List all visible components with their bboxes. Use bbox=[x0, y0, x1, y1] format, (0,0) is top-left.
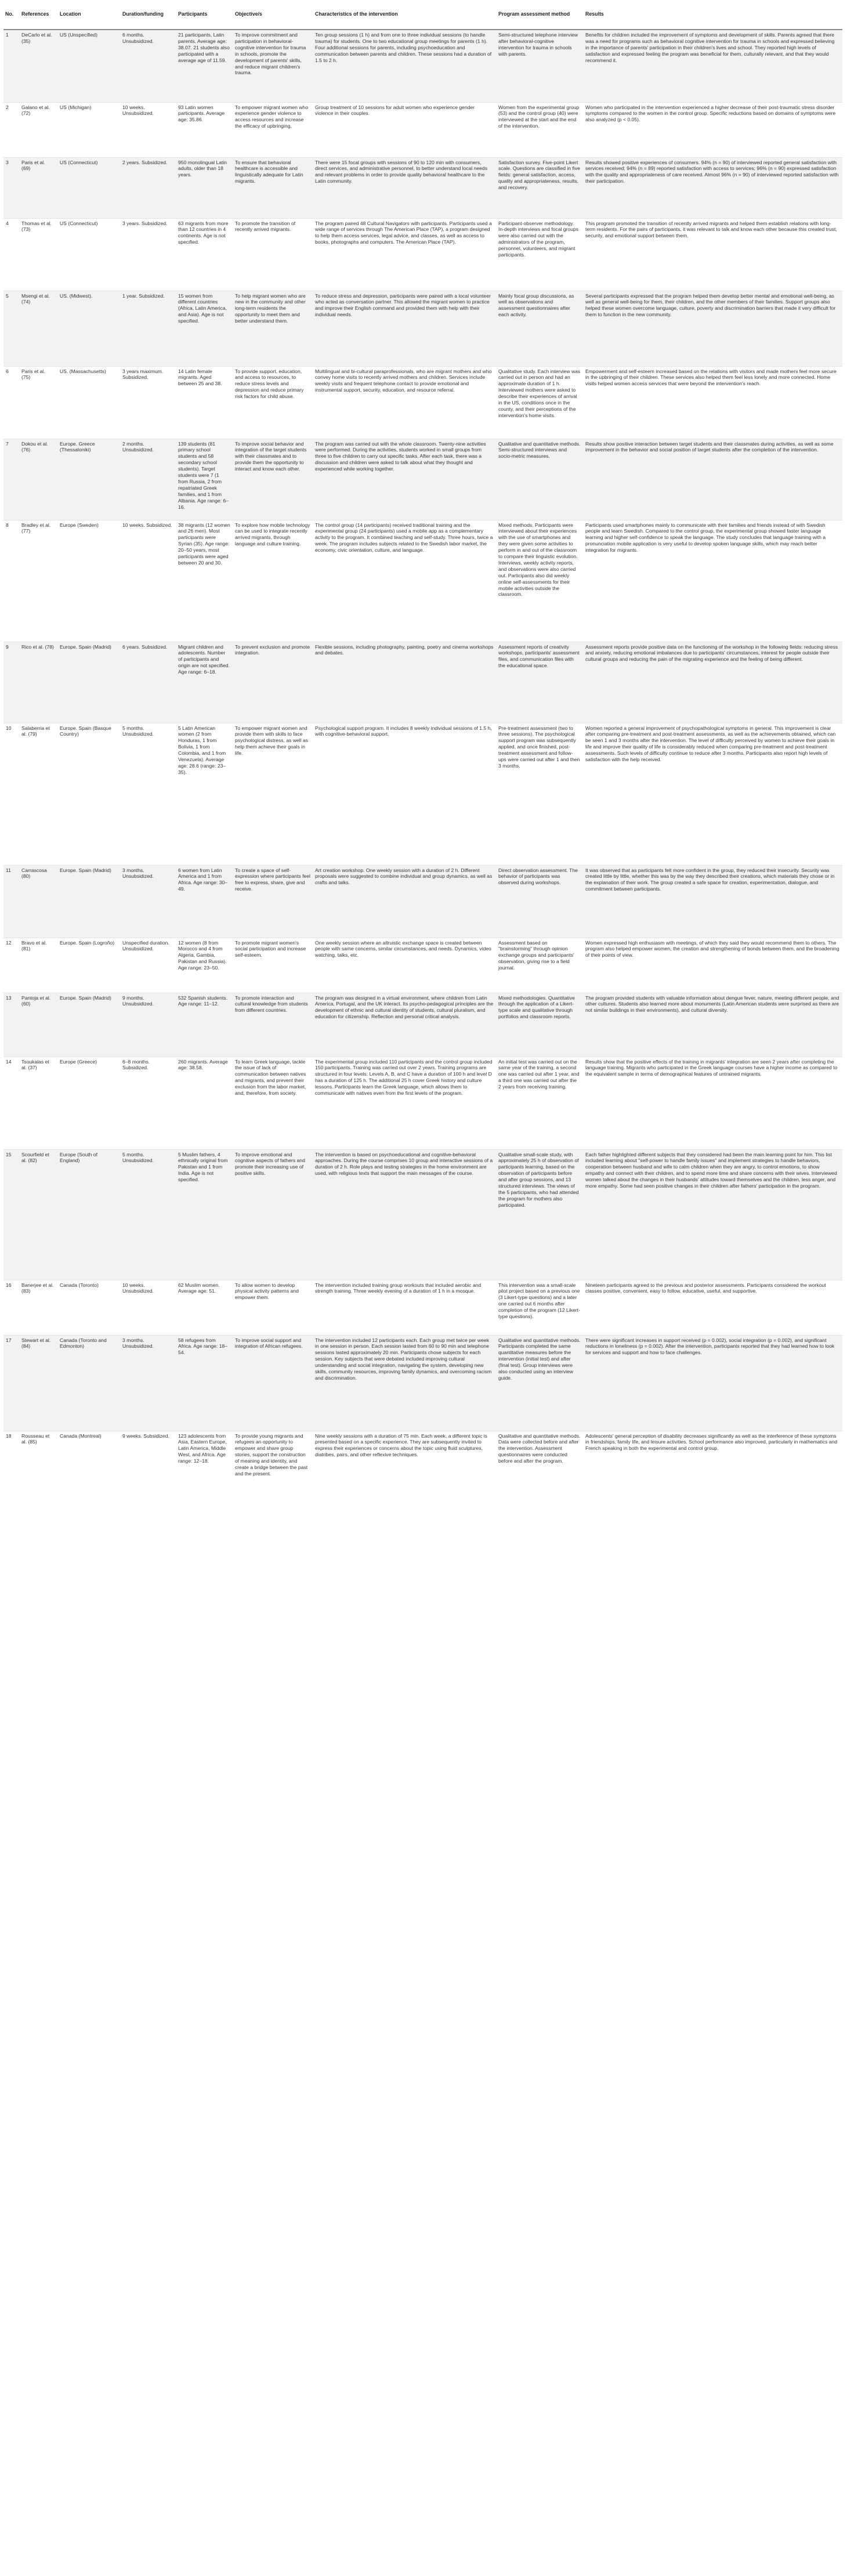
cell-objectives: To improve emotional and cognitive aspects of fathers and promote their increasing use of positive skills. bbox=[233, 1149, 313, 1280]
cell-results: Assessment reports provide positive data on the functioning of the workshop in the following fields: reducing stress and anxiety, reducing emotional imbalances due to participants' circumstances, interest for people outside their cultural groups and reducing the pain of the migrating experience and the feeling of being different. bbox=[584, 642, 842, 723]
cell-participants: Migrant children and adolescents. Number of participants and origin are not specified. Age range: 6–18. bbox=[176, 642, 233, 723]
cell-results: It was observed that as participants felt more confident in the group, they reduced their insecurity. Security was created little by little, whether this was by the way they described their creations, which materials they chose or in the explanation of their work. The group created a safe space for creation, experimentation, dialogue, and commitment between participants. bbox=[584, 865, 842, 938]
cell-reference: Stewart et al. (84) bbox=[20, 1335, 58, 1431]
cell-characteristics: Group treatment of 10 sessions for adult women who experience gender violence in their couples. bbox=[313, 102, 497, 157]
cell-characteristics: The program paired 48 Cultural Navigators with participants. Participants used a wide range of services through The American Place (TAP), a program designed to help them access services, legal advice, and classes, as well as access to books, photographs and computers. The American Place (TAP). bbox=[313, 218, 497, 291]
cell-no: 13 bbox=[3, 993, 20, 1057]
cell-participants: 12 women (8 from Morocco and 4 from Algeria, Gambia, Pakistan and Russia). Age range: 23–50. bbox=[176, 938, 233, 993]
cell-characteristics: There were 15 focal groups with sessions of 90 to 120 min with consumers, direct services, and administrative personnel, to better understand local needs and relevant problems in order to provide quality behavioral healthcare to the Latin community. bbox=[313, 157, 497, 218]
table-row bbox=[3, 1431, 842, 1509]
cell-assessment-method: Assessment based on "brainstorming" through opinion exchange groups and participants' observation, giving rise to a field journal. bbox=[497, 938, 584, 993]
cell-objectives: To improve social support and integration of African refugees. bbox=[233, 1335, 313, 1431]
cell-reference: Rico et al. (78) bbox=[20, 642, 58, 723]
cell-no: 1 bbox=[3, 30, 20, 102]
cell-duration-funding: 10 weeks. Subsidized. bbox=[121, 520, 176, 642]
cell-location: Europe. Spain (Madrid) bbox=[58, 642, 121, 723]
cell-assessment-method: Participant-observer methodology. In-depth interviews and focal groups were also carried out with the administrators of the program, personnel, volunteers, and migrant participants. bbox=[497, 218, 584, 291]
cell-duration-funding: 10 weeks. Unsubsidized. bbox=[121, 102, 176, 157]
table-row bbox=[3, 865, 842, 938]
table-row bbox=[3, 30, 842, 102]
cell-participants: 139 students (81 primary school students and 58 secondary school students). Target students were 7 (1 from Russia, 2 from repatriated Greek families, and 1 from Albania. Age range: 6–16. bbox=[176, 439, 233, 520]
cell-duration-funding: 5 months. Unsubsidized. bbox=[121, 723, 176, 865]
cell-objectives: To explore how mobile technology can be used to integrate recently arrived migrants, through language and culture training. bbox=[233, 520, 313, 642]
cell-results: There were significant increases in support received (p = 0.002), social integration (p = 0.002), and significant reductions in loneliness (p = 0.002). After the intervention, participants reported that they had learned how to look for services and support and how to face challenges. bbox=[584, 1335, 842, 1431]
cell-characteristics: Ten group sessions (1 h) and from one to three individual sessions (to handle trauma) for students. One to two educational group meetings for parents (1 h). Four additional sessions for parents, including psychoeducation and communication between parents and children. These sessions had a duration of 1.5 to 2 h. bbox=[313, 30, 497, 102]
cell-characteristics: The program was designed in a virtual environment, where children from Latin America, Portugal, and the UK interact. Its psycho-pedagogical principles are the development of ethnic and cultural identity of students, cultural pluralism, and education for citizenship. Reflection and personal critical analysis. bbox=[313, 993, 497, 1057]
cell-characteristics: Art creation workshop. One weekly session with a duration of 2 h. Different proposals were suggested to combine individual and group dynamics, as well as crafts and talks. bbox=[313, 865, 497, 938]
cell-results: Participants used smartphones mainly to communicate with their families and friends instead of with Swedish people and learn Swedish. Compared to the control group, the experimental group showed faster language learning and higher self-confidence to speak the language. The study concludes that language training with a pronunciation mobile application is very useful to develop spoken language skills, which may reach better integration for migrants. bbox=[584, 520, 842, 642]
cell-location: US. (Midwest). bbox=[58, 291, 121, 366]
cell-location: Canada (Toronto) bbox=[58, 1280, 121, 1335]
cell-location: Europe (South of England) bbox=[58, 1149, 121, 1280]
cell-assessment-method: Assessment reports of creativity workshops, participants' assessment files, and communication files with the educational space. bbox=[497, 642, 584, 723]
cell-characteristics: Psychological support program. It includes 8 weekly individual sessions of 1.5 h, with cognitive-behavioral support. bbox=[313, 723, 497, 865]
cell-results: Each father highlighted different subjects that they considered had been the main learning point for him. This list included learning about "self-power to handle family issues" and implement strategies to handle behaviors, cooperation between husband and wife to calm children when they are angry, to control emotions, to show empathy and connect with their children, and to spend more time and share concerns with their wives. Interviewed women talked about the changes in their husbands' attitudes toward themselves and the children, less anger, and more empathy. Some had seen positive changes in their children after fathers' participation in the program. bbox=[584, 1149, 842, 1280]
cell-characteristics: Nine weekly sessions with a duration of 75 min. Each week, a different topic is presented based on a specific experience. They are subsequently invited to express their experiences or concerns about the topic using fluid sculptures, diatribes, pairs, and other reflexive techniques. bbox=[313, 1431, 497, 1509]
cell-no: 4 bbox=[3, 218, 20, 291]
cell-assessment-method: Mixed methodologies. Quantitative through the application of a Likert-type scale and qualitative through portfolios and classroom reports. bbox=[497, 993, 584, 1057]
cell-no: 10 bbox=[3, 723, 20, 865]
cell-objectives: To allow women to develop physical activity patterns and empower them. bbox=[233, 1280, 313, 1335]
cell-characteristics: The experimental group included 110 participants and the control group included 150 participants. Training was carried out over 2 years. Training programs are structured in four levels: Levels A, B, and C have a duration of 100 h and level D has a duration of 125 h. The additional 25 h cover Greek history and culture lessons. Participants learn the Greek language, which allows them to communicate with natives even from the first levels of the program. bbox=[313, 1057, 497, 1149]
cell-characteristics: Flexible sessions, including photography, painting, poetry and cinema workshops and debates. bbox=[313, 642, 497, 723]
cell-participants: 14 Latin female migrants. Aged between 25 and 38. bbox=[176, 366, 233, 439]
cell-location: Europe. Spain (Madrid) bbox=[58, 865, 121, 938]
table-header-row bbox=[3, 0, 842, 30]
cell-duration-funding: 6–8 months. Subsidized. bbox=[121, 1057, 176, 1149]
cell-participants: 123 adolescents from Asia, Eastern Europe, Latin America, Middle West, and Africa. Age range: 12–18. bbox=[176, 1431, 233, 1509]
cell-results: Empowerment and self-esteem increased based on the relations with visitors and made mothers feel more secure in the upbringing of their children. These services also helped them feel less lonely and more connected. Home visits helped women access services that were beyond the intervention's reach. bbox=[584, 366, 842, 439]
cell-participants: 950 monolingual Latin adults, older than 18 years. bbox=[176, 157, 233, 218]
cell-participants: 38 migrants (12 women and 26 men). Most participants were Syrian (35). Age range: 20–50 years, most participants were aged between 20 and 30. bbox=[176, 520, 233, 642]
cell-duration-funding: 9 months. Unsubsidized. bbox=[121, 993, 176, 1057]
cell-results: Several participants expressed that the program helped them develop better mental and emotional well-being, as well as general well-being for them, their children, and the other members of their families. Support groups also helped these women overcome language, culture, poverty and discrimination barriers that made it very difficult for them to function in the new community. bbox=[584, 291, 842, 366]
cell-duration-funding: 6 months. Unsubsidized. bbox=[121, 30, 176, 102]
cell-reference: Paris et al. (69) bbox=[20, 157, 58, 218]
cell-duration-funding: Unspecified duration. Unsubsidized. bbox=[121, 938, 176, 993]
cell-characteristics: The intervention included 12 participants each. Each group met twice per week in one session in person. Each session lasted from 60 to 90 min and telephone sessions lasted approximately 20 min. Participants chose subjects for each session. Key subjects that were debated included improving cultural understanding and social integration, navigating the system, developing new skills, community resources, improving family dynamics, and overcoming racism and discrimination. bbox=[313, 1335, 497, 1431]
cell-location: Canada (Montreal) bbox=[58, 1431, 121, 1509]
cell-location: Europe. Spain (Basque Country) bbox=[58, 723, 121, 865]
cell-duration-funding: 6 years. Subsidized. bbox=[121, 642, 176, 723]
cell-duration-funding: 2 years. Subsidized. bbox=[121, 157, 176, 218]
cell-location: US (Michigan) bbox=[58, 102, 121, 157]
table-row bbox=[3, 1335, 842, 1431]
cell-reference: Scourfield et al. (82) bbox=[20, 1149, 58, 1280]
cell-no: 14 bbox=[3, 1057, 20, 1149]
cell-duration-funding: 10 weeks. Unsubsidized. bbox=[121, 1280, 176, 1335]
cell-participants: 15 women from different countries (Africa, Latin America, and Asia). Age is not specified. bbox=[176, 291, 233, 366]
cell-participants: 93 Latin women participants. Average age: 35.86. bbox=[176, 102, 233, 157]
cell-reference: Thomas et al. (73) bbox=[20, 218, 58, 291]
cell-participants: 5 Muslim fathers, 4 ethnically original from Pakistan and 1 from India. Age is not specified. bbox=[176, 1149, 233, 1280]
table-row bbox=[3, 366, 842, 439]
cell-assessment-method: Qualitative and quantitative methods. Semi-structured interviews and socio-metric measures. bbox=[497, 439, 584, 520]
table-row bbox=[3, 723, 842, 865]
cell-duration-funding: 3 months. Unsubsidized. bbox=[121, 1335, 176, 1431]
cell-no: 3 bbox=[3, 157, 20, 218]
cell-no: 7 bbox=[3, 439, 20, 520]
cell-reference: DeCarlo et al. (35) bbox=[20, 30, 58, 102]
cell-duration-funding: 1 year. Subsidized. bbox=[121, 291, 176, 366]
cell-assessment-method: Qualitative and quantitative methods. Participants completed the same quantitative measures before the intervention (initial test) and after (final test). Group interviews were also conducted using an interview guide. bbox=[497, 1335, 584, 1431]
cell-results: Results showed positive experiences of consumers. 94% (n = 90) of interviewed reported general satisfaction with services received; 94% (n = 89) reported satisfaction with access to services; 96% (n = 90) expressed satisfaction with the quality and appropriateness of care received. Almost 96% (n = 90) of interviewed reported satisfaction with their participation. bbox=[584, 157, 842, 218]
header-duration-funding: Duration/funding bbox=[121, 0, 176, 30]
cell-objectives: To empower migrant women who experience gender violence to access resources and increase the efficacy of upbringing. bbox=[233, 102, 313, 157]
cell-objectives: To empower migrant women and provide them with skills to face psychological distress, as well as help them achieve their goals in life. bbox=[233, 723, 313, 865]
table-row bbox=[3, 157, 842, 218]
table-row bbox=[3, 938, 842, 993]
cell-reference: Pantoja et al. (60) bbox=[20, 993, 58, 1057]
cell-location: Europe. Spain (Logroño) bbox=[58, 938, 121, 993]
cell-assessment-method: Direct observation assessment. The behavior of participants was observed during workshops. bbox=[497, 865, 584, 938]
cell-participants: 6 women from Latin America and 1 from Africa. Age range: 30–49. bbox=[176, 865, 233, 938]
cell-assessment-method: Semi-structured telephone interview after behavioral-cognitive intervention for trauma in schools with parents. bbox=[497, 30, 584, 102]
cell-participants: 260 migrants. Average age: 38.58. bbox=[176, 1057, 233, 1149]
cell-results: This program promoted the transition of recently arrived migrants and helped them establish relations with long-term residents. For the pairs of participants, it was relevant to talk and know each other because this created trust, security, and emotional support between them. bbox=[584, 218, 842, 291]
cell-assessment-method: This intervention was a small-scale pilot project based on a previous one (3 Likert-type questions) and a later one carried out 6 months after completion of the program (12 Likert-type questions). bbox=[497, 1280, 584, 1335]
cell-objectives: To ensure that behavioral healthcare is accessible and linguistically adequate for Latin migrants. bbox=[233, 157, 313, 218]
cell-location: US. (Massachusetts) bbox=[58, 366, 121, 439]
cell-assessment-method: An initial test was carried out on the same year of the training, a second one was carried out after 1 year, and a third one was carried out after the 2 years from receiving training. bbox=[497, 1057, 584, 1149]
cell-characteristics: To reduce stress and depression, participants were paired with a local volunteer who acted as conversation partner. This allowed the migrant women to practice and improve their English command and provided them with help with their individual needs. bbox=[313, 291, 497, 366]
cell-objectives: To promote the transition of recently arrived migrants. bbox=[233, 218, 313, 291]
table-row bbox=[3, 291, 842, 366]
table-row bbox=[3, 520, 842, 642]
cell-objectives: To promote interaction and cultural knowledge from students from different countries. bbox=[233, 993, 313, 1057]
cell-reference: Galano et al. (72) bbox=[20, 102, 58, 157]
cell-objectives: To help migrant women who are new in the community and other long-term residents the opportunity to meet them and better understand them. bbox=[233, 291, 313, 366]
cell-participants: 5 Latin American women (2 from Honduras, 1 from Bolivia, 1 from Colombia, and 1 from Venezuela). Average age: 28.6 (range: 23–35). bbox=[176, 723, 233, 865]
cell-no: 9 bbox=[3, 642, 20, 723]
cell-no: 12 bbox=[3, 938, 20, 993]
cell-no: 8 bbox=[3, 520, 20, 642]
table-row bbox=[3, 993, 842, 1057]
cell-no: 2 bbox=[3, 102, 20, 157]
cell-assessment-method: Women from the experimental group (53) and the control group (40) were interviewed at the start and the end of the intervention. bbox=[497, 102, 584, 157]
cell-duration-funding: 9 weeks. Subsidized. bbox=[121, 1431, 176, 1509]
cell-objectives: To provide support, education, and access to resources, to reduce stress levels and depression and reduce primary risk factors for child abuse. bbox=[233, 366, 313, 439]
cell-characteristics: The intervention included training group workouts that included aerobic and strength training. Three weekly evening of a duration of 1 h in a mosque. bbox=[313, 1280, 497, 1335]
cell-objectives: To improve commitment and participation in behavioral-cognitive intervention for trauma in schools, promote the development of parents' skills, and reduce migrant children's trauma. bbox=[233, 30, 313, 102]
table-row bbox=[3, 642, 842, 723]
cell-results: The program provided students with valuable information about dengue fever, nature, meeting different people, and other cultures. Students also learned more about monuments (Latin American students were surprised as there are not similar buildings in their environments), and cultural diversity. bbox=[584, 993, 842, 1057]
cell-assessment-method: Qualitative small-scale study, with approximately 25 h of observation of participants learning, based on the observation of participants before and after group sessions, and 13 structured interviews. The views of the 5 participants, who had attended the program for mothers also participated. bbox=[497, 1149, 584, 1280]
cell-results: Nineteen participants agreed to the previous and posterior assessments. Participants considered the workout classes positive, convenient, easy to follow, educative, useful, and supportive. bbox=[584, 1280, 842, 1335]
cell-reference: Bradley et al. (77) bbox=[20, 520, 58, 642]
cell-duration-funding: 3 years maximum. Subsidized. bbox=[121, 366, 176, 439]
cell-participants: 58 refugees from Africa. Age range: 18–54. bbox=[176, 1335, 233, 1431]
cell-results: Results show positive interaction between target students and their classmates during activities, as well as some improvement in the behavior and social position of target students after the completion of the intervention. bbox=[584, 439, 842, 520]
cell-results: Women expressed high enthusiasm with meetings, of which they said they would recommend them to others. The program also helped empower women, the creation and strengthening of bonds between them, and the broadening of their points of view. bbox=[584, 938, 842, 993]
cell-results: Women reported a general improvement of psychopathological symptoms in general. This improvement is clear after comparing pre-treatment and post-treatment assessments, as well as the achievements obtained, which can be seen 1 and 3 months after the intervention. The level of difficulty perceived by women to achieve their goals in life and improve their quality of life is considerably reduced when comparing pre-treatment and post-treatment assessments. Such levels of difficulty continue to reduce after 3 months. Participants also report high levels of satisfaction with the help received. bbox=[584, 723, 842, 865]
cell-assessment-method: Qualitative study. Each interview was carried out in person and had an approximate duration of 1 h. Interviewed mothers were asked to describe their experiences of arrival in the US, conditions once in the county, and their perceptions of the intervention's home visits. bbox=[497, 366, 584, 439]
cell-location: Europe. Greece (Thessaloniki) bbox=[58, 439, 121, 520]
table-row bbox=[3, 1280, 842, 1335]
header-assessment-method: Program assessment method bbox=[497, 0, 584, 30]
cell-participants: 532 Spanish students. Age range: 11–12. bbox=[176, 993, 233, 1057]
cell-location: Canada (Toronto and Edmonton) bbox=[58, 1335, 121, 1431]
cell-characteristics: One weekly session where an altruistic exchange space is created between people with same concerns, similar circumstances, and needs. Dynamics, video watching, talks, etc. bbox=[313, 938, 497, 993]
cell-objectives: To promote migrant women's social participation and increase self-esteem. bbox=[233, 938, 313, 993]
cell-characteristics: The intervention is based on psychoeducational and cognitive-behavioral approaches. During the course comprises 10 group and interactive sessions of a duration of 2 h. Role plays and testing strategies in the home environment are used, with religious texts that support the main messages of the course. bbox=[313, 1149, 497, 1280]
header-location: Location bbox=[58, 0, 121, 30]
table-row bbox=[3, 1057, 842, 1149]
cell-assessment-method: Pre-treatment assessment (two to three sessions). The psychological support program was subsequently applied, and once finished, post-treatment assessment and follow-ups were carried out after 1 and then 3 months. bbox=[497, 723, 584, 865]
table-body bbox=[3, 30, 842, 1509]
table-row bbox=[3, 439, 842, 520]
cell-characteristics: The program was carried out with the whole classroom. Twenty-nine activities were performed. During the activities, students worked in small groups from three to five children to carry out specific tasks. After each task, there was a discussion and children were asked to talk about what they thought and experienced while working together. bbox=[313, 439, 497, 520]
header-references: References bbox=[20, 0, 58, 30]
cell-location: Europe. Spain (Madrid) bbox=[58, 993, 121, 1057]
cell-reference: Salaberria et al. (79) bbox=[20, 723, 58, 865]
cell-objectives: To improve social behavior and integration of the target students with their classmates and to provide them the opportunity to interact and know each other. bbox=[233, 439, 313, 520]
cell-duration-funding: 3 years. Subsidized. bbox=[121, 218, 176, 291]
cell-assessment-method: Satisfaction survey. Five-point Likert scale. Questions are classified in five fields: general satisfaction, access, quality and appropriateness, results, and recovery. bbox=[497, 157, 584, 218]
cell-no: 6 bbox=[3, 366, 20, 439]
cell-duration-funding: 5 months. Unsubsidized. bbox=[121, 1149, 176, 1280]
cell-participants: 21 participants, Latin parents. Average age: 38.07. 21 students also participated with a average age of 11.59. bbox=[176, 30, 233, 102]
cell-results: Women who participated in the intervention experienced a higher decrease of their post-traumatic stress disorder symptoms compared to the women in the control group. Specific reductions based on domains of symptoms were also analyzed (p < 0.05). bbox=[584, 102, 842, 157]
table-row bbox=[3, 218, 842, 291]
cell-characteristics: Multilingual and bi-cultural paraprofessionals, who are migrant mothers and who convey home visits to recently arrived mothers and children. Services include weekly visits and frequent telephone contact to provide emotional and instrumental support, security, education, and resource referral. bbox=[313, 366, 497, 439]
cell-characteristics: The control group (14 participants) received traditional training and the experimental group (24 participants) used a mobile app as a complementary activity to the program. It combined teaching and self-study. Three hours, twice a week. The program includes subjects related to the Swedish labor market, the economy, civic orientation, culture, and language. bbox=[313, 520, 497, 642]
cell-results: Benefits for children included the improvement of symptoms and development of skills. Parents agreed that there was a need for programs such as behavioral cognitive intervention for trauma in schools and expressed believing in the importance of parents' participation in their children's lives and school. They reported high levels of satisfaction and expressed feeling the program was beneficial for them, culturally relevant, and that they would recommend it. bbox=[584, 30, 842, 102]
cell-no: 15 bbox=[3, 1149, 20, 1280]
cell-duration-funding: 3 months. Unsubsidized. bbox=[121, 865, 176, 938]
header-objectives: Objective/s bbox=[233, 0, 313, 30]
cell-location: US (Connecticut) bbox=[58, 157, 121, 218]
table-row bbox=[3, 102, 842, 157]
cell-reference: Tsoukalas et al. (37) bbox=[20, 1057, 58, 1149]
table-row bbox=[3, 1149, 842, 1280]
header-no: No. bbox=[3, 0, 20, 30]
cell-objectives: To prevent exclusion and promote integration. bbox=[233, 642, 313, 723]
cell-assessment-method: Mainly focal group discussions, as well as observations and assessment questionnaires after each activity. bbox=[497, 291, 584, 366]
interventions-table bbox=[3, 0, 842, 1509]
cell-objectives: To provide young migrants and refugees an opportunity to empower and share group stories, support the construction of meaning and identity, and create a bridge between the past and the present. bbox=[233, 1431, 313, 1509]
cell-reference: Msengi et al. (74) bbox=[20, 291, 58, 366]
cell-objectives: To learn Greek language, tackle the issue of lack of communication between natives and migrants, and prevent their exclusion from the labor market, and, therefore, from society. bbox=[233, 1057, 313, 1149]
cell-no: 5 bbox=[3, 291, 20, 366]
cell-reference: Bravo et al. (81) bbox=[20, 938, 58, 993]
cell-location: Europe (Greece) bbox=[58, 1057, 121, 1149]
cell-no: 17 bbox=[3, 1335, 20, 1431]
cell-location: US (Unspecified) bbox=[58, 30, 121, 102]
cell-duration-funding: 2 months. Unsubsidized. bbox=[121, 439, 176, 520]
header-results: Results bbox=[584, 0, 842, 30]
cell-results: Adolescents' general perception of disability decreases significantly as well as the interference of these symptoms in friendships, family life, and leisure activities. School performance also improved, particularly in mathematics and French speaking in both the experimental and control group. bbox=[584, 1431, 842, 1509]
cell-no: 11 bbox=[3, 865, 20, 938]
cell-reference: Dokou et al. (76) bbox=[20, 439, 58, 520]
cell-reference: Carrascosa (80) bbox=[20, 865, 58, 938]
cell-location: US (Connecticut) bbox=[58, 218, 121, 291]
cell-location: Europe (Sweden) bbox=[58, 520, 121, 642]
cell-no: 18 bbox=[3, 1431, 20, 1509]
cell-reference: Paris et al. (75) bbox=[20, 366, 58, 439]
cell-assessment-method: Mixed methods. Participants were interviewed about their experiences with the use of smartphones and they were given some activities to perform in and out of the classroom to compare their linguistic evolution. Interviews, weekly activity reports, and observations were also carried out. Participants also did weekly online self-assessments for their mobile activities outside the classroom. bbox=[497, 520, 584, 642]
cell-results: Results show that the positive effects of the training in migrants' integration are seen 2 years after completing the language training. Migrants who participated in the Greek language courses have a higher income as compared to the equivalent sample in terms of demographical features of untrained migrants. bbox=[584, 1057, 842, 1149]
cell-reference: Banerjee et al. (83) bbox=[20, 1280, 58, 1335]
header-characteristics: Characteristics of the intervention bbox=[313, 0, 497, 30]
header-participants: Participants bbox=[176, 0, 233, 30]
cell-assessment-method: Qualitative and quantitative methods. Data were collected before and after the intervention. Assessment questionnaires were conducted before and after the program. bbox=[497, 1431, 584, 1509]
cell-participants: 62 Muslim women. Average age: 51. bbox=[176, 1280, 233, 1335]
cell-reference: Rousseau et al. (85) bbox=[20, 1431, 58, 1509]
cell-no: 16 bbox=[3, 1280, 20, 1335]
cell-participants: 63 migrants from more than 12 countries in 4 continents. Age is not specified. bbox=[176, 218, 233, 291]
cell-objectives: To create a space of self-expression where participants feel free to express, share, give and receive. bbox=[233, 865, 313, 938]
